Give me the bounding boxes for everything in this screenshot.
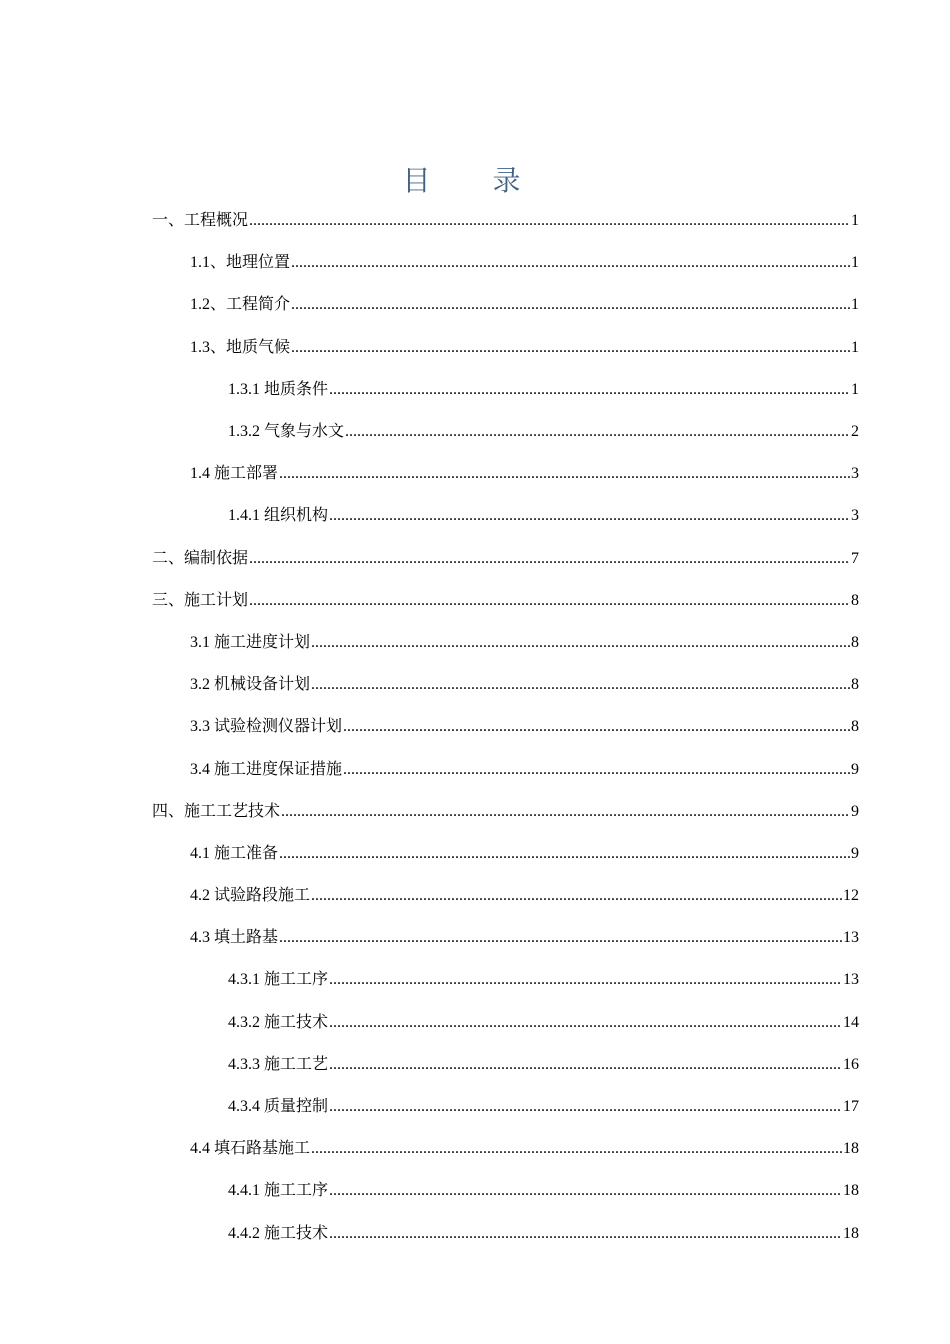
toc-entry[interactable] [152,1128,859,1170]
toc-page-number: 9 [851,760,859,778]
toc-page-number: 9 [851,802,859,820]
toc-dot-leader [249,211,850,231]
toc-entry-label: 4.4.1 施工工序 [228,1182,329,1200]
toc-entry[interactable] [152,495,859,537]
toc-entry[interactable] [152,200,859,242]
toc-entry[interactable] [152,284,859,326]
toc-entry[interactable] [152,959,859,1001]
toc-page-number: 8 [851,591,859,609]
toc-dot-leader [279,844,850,864]
toc-entry[interactable] [152,791,859,833]
toc-page-number: 7 [851,549,859,567]
toc-entry-label: 三、施工计划 [152,591,249,609]
toc-dot-leader [291,295,850,315]
toc-entry[interactable] [152,875,859,917]
toc-entry[interactable] [152,1213,859,1255]
toc-dot-leader [343,760,850,780]
toc-entry-label: 3.4 施工进度保证措施 [190,760,343,778]
toc-dot-leader [279,928,842,948]
toc-entry-label: 3.2 机械设备计划 [190,676,311,694]
toc-entry[interactable] [152,1086,859,1128]
toc-dot-leader [329,1055,842,1075]
toc-page-number: 1 [851,380,859,398]
toc-entry-label: 1.3.2 气象与水文 [228,423,345,441]
toc-entry[interactable] [152,833,859,875]
toc-dot-leader [249,549,850,569]
toc-entry[interactable] [152,411,859,453]
toc-page-number: 18 [843,1140,859,1158]
toc-entry-label: 4.3.4 质量控制 [228,1098,329,1116]
toc-entry-label: 1.2、工程简介 [190,296,291,314]
toc-dot-leader [343,717,850,737]
toc-entry-label: 1.1、地理位置 [190,254,291,272]
toc-entry-label: 4.1 施工准备 [190,844,279,862]
toc-entry-label: 3.1 施工进度计划 [190,633,311,651]
toc-page-number: 1 [851,254,859,272]
toc-page-number: 1 [851,296,859,314]
table-of-contents [152,200,859,1255]
toc-dot-leader [291,253,850,273]
toc-dot-leader [279,464,850,484]
toc-entry[interactable] [152,917,859,959]
toc-entry-label: 4.3.1 施工工序 [228,971,329,989]
toc-entry[interactable] [152,748,859,790]
toc-page-number: 1 [851,212,859,230]
toc-dot-leader [329,970,842,990]
toc-page-number: 9 [851,844,859,862]
toc-entry[interactable] [152,327,859,369]
toc-dot-leader [345,422,850,442]
toc-entry[interactable] [152,580,859,622]
toc-page-number: 18 [843,1182,859,1200]
toc-dot-leader [329,1097,842,1117]
toc-dot-leader [311,633,850,653]
toc-page-number: 13 [843,929,859,947]
toc-entry-label: 二、编制依据 [152,549,249,567]
toc-dot-leader [329,380,850,400]
toc-dot-leader [329,1181,842,1201]
toc-entry-label: 4.3.2 施工技术 [228,1013,329,1031]
toc-entry[interactable] [152,538,859,580]
toc-entry[interactable] [152,453,859,495]
toc-entry-label: 4.4 填石路基施工 [190,1140,311,1158]
toc-page-number: 16 [843,1055,859,1073]
toc-page-number: 13 [843,971,859,989]
toc-entry-label: 1.3.1 地质条件 [228,380,329,398]
toc-page-number: 17 [843,1098,859,1116]
toc-page-number: 18 [843,1224,859,1242]
toc-dot-leader [311,886,842,906]
toc-page-number: 12 [843,887,859,905]
toc-entry-label: 4.3.3 施工工艺 [228,1055,329,1073]
toc-entry[interactable] [152,1170,859,1212]
toc-entry[interactable] [152,622,859,664]
toc-entry-label: 1.4 施工部署 [190,465,279,483]
toc-entry-label: 4.4.2 施工技术 [228,1224,329,1242]
toc-entry[interactable] [152,1002,859,1044]
toc-page-number: 8 [851,676,859,694]
toc-entry[interactable] [152,369,859,411]
toc-entry-label: 一、工程概况 [152,212,249,230]
toc-entry-label: 1.4.1 组织机构 [228,507,329,525]
toc-page-number: 1 [851,338,859,356]
toc-dot-leader [281,802,850,822]
toc-dot-leader [249,591,850,611]
toc-entry-label: 四、施工工艺技术 [152,802,281,820]
toc-entry-label: 4.2 试验路段施工 [190,887,311,905]
toc-page-number: 3 [851,507,859,525]
toc-page-number: 8 [851,633,859,651]
toc-dot-leader [329,1224,842,1244]
toc-entry[interactable] [152,664,859,706]
toc-dot-leader [291,338,850,358]
toc-entry-label: 1.3、地质气候 [190,338,291,356]
toc-dot-leader [329,1013,842,1033]
toc-page-number: 8 [851,718,859,736]
toc-dot-leader [311,1139,842,1159]
toc-entry-label: 4.3 填土路基 [190,929,279,947]
toc-title: 目录 [402,163,583,197]
toc-page-number: 3 [851,465,859,483]
toc-dot-leader [311,675,850,695]
toc-entry[interactable] [152,242,859,284]
toc-entry[interactable] [152,706,859,748]
toc-page-number: 2 [851,423,859,441]
toc-entry[interactable] [152,1044,859,1086]
toc-dot-leader [329,506,850,526]
toc-entry-label: 3.3 试验检测仪器计划 [190,718,343,736]
toc-page-number: 14 [843,1013,859,1031]
